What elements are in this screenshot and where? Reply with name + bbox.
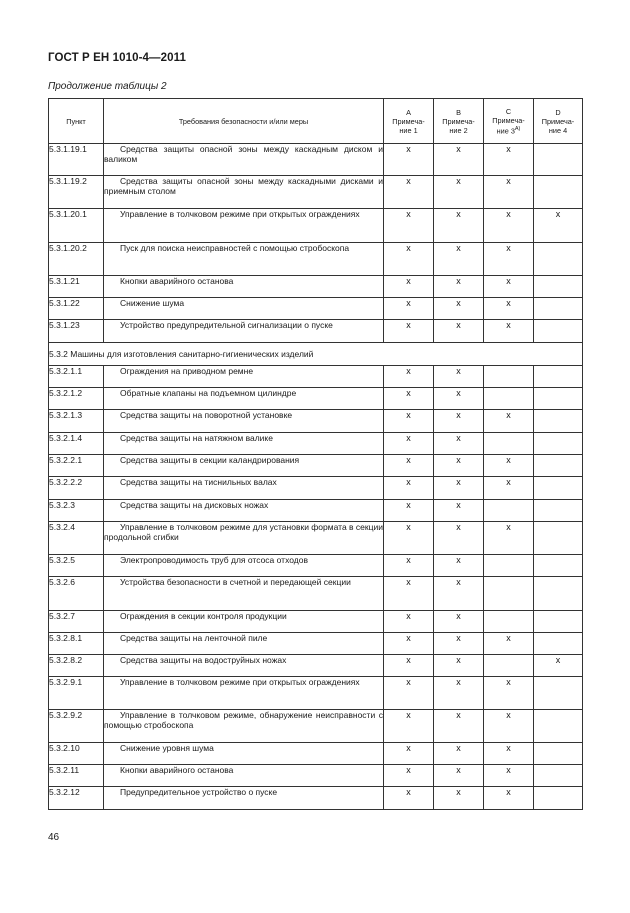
requirement-text: Управление в толчковом режиме для установки формата в секции продольной сгибки	[104, 522, 383, 542]
requirement-text: Средства защиты опасной зоны между каскадным диском и валиком	[104, 144, 383, 164]
clause-number: 5.3.2.2.2	[49, 477, 104, 500]
clause-number: 5.3.2.1.3	[49, 410, 104, 433]
mark-col-a: x	[384, 320, 434, 343]
clause-number: 5.3.2.12	[49, 787, 104, 810]
section-body	[49, 343, 583, 366]
col-d-note-l2: ние 4	[548, 125, 568, 135]
mark-col-a: x	[384, 765, 434, 787]
mark-col-d	[534, 243, 583, 276]
requirement-text: Средства защиты на дисковых ножах	[120, 500, 269, 510]
clause-number: 5.3.2.2.1	[49, 455, 104, 477]
clause-number: 5.3.2.11	[49, 765, 104, 787]
mark-col-d	[534, 320, 583, 343]
mark-col-b: x	[434, 555, 484, 577]
col-b-letter: B	[456, 107, 461, 117]
requirement-cell	[104, 298, 384, 320]
mark-col-d	[534, 176, 583, 209]
requirement-text: Предупредительное устройство о пуске	[120, 787, 278, 797]
mark-col-d	[534, 366, 583, 388]
mark-col-a: x	[384, 209, 434, 243]
mark-col-d	[534, 276, 583, 298]
mark-col-c: x	[484, 710, 534, 743]
table-row	[49, 410, 583, 433]
requirement-cell	[104, 555, 384, 577]
mark-col-a: x	[384, 577, 434, 611]
table-row	[49, 276, 583, 298]
table-row	[49, 555, 583, 577]
mark-col-b: x	[434, 633, 484, 655]
mark-col-d	[534, 577, 583, 611]
mark-col-a: x	[384, 144, 434, 176]
mark-col-a: x	[384, 176, 434, 209]
mark-col-a: x	[384, 555, 434, 577]
requirement-cell	[104, 477, 384, 500]
mark-col-d: x	[534, 209, 583, 243]
mark-col-d	[534, 455, 583, 477]
document-header: ГОСТ Р ЕН 1010-4—2011	[48, 52, 186, 64]
requirement-cell	[104, 743, 384, 765]
mark-col-a: x	[384, 276, 434, 298]
requirement-cell	[104, 655, 384, 677]
requirement-text: Устройства безопасности в счетной и передающей секции	[120, 577, 351, 587]
mark-col-c: x	[484, 176, 534, 209]
mark-col-b: x	[434, 276, 484, 298]
requirement-text: Электропроводимость труб для отсоса отходов	[120, 555, 308, 565]
requirement-cell	[104, 388, 384, 410]
mark-col-d	[534, 522, 583, 555]
clause-number: 5.3.2.4	[49, 522, 104, 555]
table-row	[49, 633, 583, 655]
requirement-text: Средства защиты на водоструйных ножах	[120, 655, 287, 665]
clause-number: 5.3.2.3	[49, 500, 104, 522]
mark-col-d	[534, 477, 583, 500]
requirement-text: Управление в толчковом режиме при открытых ограждениях	[120, 677, 360, 687]
requirement-text: Устройство предупредительной сигнализации о пуске	[120, 320, 333, 330]
mark-col-b: x	[434, 366, 484, 388]
requirement-text: Управление в толчковом режиме, обнаружение неисправности с помощью стробоскопа	[104, 710, 383, 730]
mark-col-d	[534, 677, 583, 710]
clause-number: 5.3.2.9.1	[49, 677, 104, 710]
mark-col-a: x	[384, 633, 434, 655]
requirement-text: Кнопки аварийного останова	[120, 765, 234, 775]
mark-col-b: x	[434, 388, 484, 410]
mark-col-c: x	[484, 522, 534, 555]
requirement-text: Средства защиты на ленточной пиле	[120, 633, 268, 643]
mark-col-a: x	[384, 710, 434, 743]
clause-number: 5.3.2.5	[49, 555, 104, 577]
clause-number: 5.3.2.6	[49, 577, 104, 611]
mark-col-d	[534, 433, 583, 455]
mark-col-d	[534, 298, 583, 320]
header-punkt: Пункт	[49, 99, 104, 144]
mark-col-c	[484, 500, 534, 522]
mark-col-b: x	[434, 243, 484, 276]
mark-col-a: x	[384, 500, 434, 522]
requirement-cell	[104, 500, 384, 522]
mark-col-d	[534, 388, 583, 410]
mark-col-a: x	[384, 611, 434, 633]
mark-col-d: x	[534, 655, 583, 677]
table-row	[49, 455, 583, 477]
mark-col-d	[534, 743, 583, 765]
col-a-note-l1: Примеча-	[392, 116, 425, 126]
requirement-cell	[104, 209, 384, 243]
mark-col-b: x	[434, 176, 484, 209]
clause-number: 5.3.2.8.2	[49, 655, 104, 677]
table-row	[49, 577, 583, 611]
mark-col-a: x	[384, 243, 434, 276]
mark-col-d	[534, 633, 583, 655]
requirement-text: Ограждения на приводном ремне	[120, 366, 254, 376]
requirement-cell	[104, 176, 384, 209]
requirement-cell	[104, 455, 384, 477]
mark-col-d	[534, 410, 583, 433]
requirement-cell	[104, 410, 384, 433]
requirement-text: Средства защиты в секции каландрирования	[120, 455, 300, 465]
requirement-cell	[104, 577, 384, 611]
requirement-text: Снижение уровня шума	[120, 743, 214, 753]
mark-col-b: x	[434, 743, 484, 765]
table-row	[49, 787, 583, 810]
col-c-footnote: A)	[514, 125, 521, 132]
mark-col-a: x	[384, 743, 434, 765]
mark-col-d	[534, 787, 583, 810]
requirement-text: Пуск для поиска неисправностей с помощью стробоскопа	[120, 243, 350, 253]
header-col-c	[484, 99, 534, 144]
mark-col-c	[484, 366, 534, 388]
clause-number: 5.3.2.1.2	[49, 388, 104, 410]
header-col-a	[384, 99, 434, 144]
requirement-cell	[104, 633, 384, 655]
mark-col-c: x	[484, 677, 534, 710]
table-caption: Продолжение таблицы 2	[48, 81, 167, 92]
mark-col-a: x	[384, 388, 434, 410]
mark-col-c: x	[484, 276, 534, 298]
mark-col-d	[534, 611, 583, 633]
requirement-text: Средства защиты на натяжном валике	[120, 433, 273, 443]
mark-col-b: x	[434, 209, 484, 243]
table-body-part2	[49, 366, 583, 810]
mark-col-d	[534, 555, 583, 577]
table-row	[49, 522, 583, 555]
section-title: 5.3.2 Машины для изготовления санитарно-гигиенических изделий	[49, 343, 583, 366]
requirement-text: Обратные клапаны на подъемном цилиндре	[120, 388, 297, 398]
table-row	[49, 144, 583, 176]
table-row	[49, 433, 583, 455]
mark-col-a: x	[384, 655, 434, 677]
clause-number: 5.3.2.1.1	[49, 366, 104, 388]
table-row	[49, 765, 583, 787]
mark-col-a: x	[384, 410, 434, 433]
clause-number: 5.3.1.21	[49, 276, 104, 298]
requirement-cell	[104, 611, 384, 633]
table-row	[49, 176, 583, 209]
requirement-cell	[104, 765, 384, 787]
clause-number: 5.3.1.19.1	[49, 144, 104, 176]
mark-col-c	[484, 433, 534, 455]
clause-number: 5.3.1.20.1	[49, 209, 104, 243]
table-row	[49, 611, 583, 633]
mark-col-b: x	[434, 710, 484, 743]
col-b-note-l1: Примеча-	[442, 116, 475, 126]
mark-col-c	[484, 555, 534, 577]
clause-number: 5.3.2.10	[49, 743, 104, 765]
table-row	[49, 655, 583, 677]
table-row	[49, 500, 583, 522]
clause-number: 5.3.2.8.1	[49, 633, 104, 655]
mark-col-b: x	[434, 655, 484, 677]
mark-col-d	[534, 765, 583, 787]
mark-col-c: x	[484, 477, 534, 500]
mark-col-c	[484, 577, 534, 611]
table-row	[49, 710, 583, 743]
table-row	[49, 298, 583, 320]
mark-col-a: x	[384, 366, 434, 388]
requirement-text: Снижение шума	[120, 298, 185, 308]
mark-col-b: x	[434, 522, 484, 555]
mark-col-c: x	[484, 410, 534, 433]
requirement-text: Управление в толчковом режиме при открытых ограждениях	[120, 209, 360, 219]
requirement-text: Средства защиты на тиснильных валах	[120, 477, 277, 487]
requirement-cell	[104, 243, 384, 276]
table-row	[49, 243, 583, 276]
table-body-part1	[49, 144, 583, 343]
mark-col-a: x	[384, 298, 434, 320]
clause-number: 5.3.2.7	[49, 611, 104, 633]
mark-col-b: x	[434, 320, 484, 343]
header-requirements: Требования безопасности и/или меры	[104, 99, 384, 144]
requirement-cell	[104, 276, 384, 298]
mark-col-a: x	[384, 477, 434, 500]
mark-col-d	[534, 144, 583, 176]
requirement-text: Средства защиты опасной зоны между каскадными дисками и приемным столом	[104, 176, 383, 196]
page-number: 46	[48, 832, 60, 843]
col-c-note-l1: Примеча-	[492, 115, 525, 125]
mark-col-a: x	[384, 677, 434, 710]
col-a-letter: A	[406, 107, 411, 117]
mark-col-b: x	[434, 677, 484, 710]
mark-col-c	[484, 655, 534, 677]
mark-col-b: x	[434, 477, 484, 500]
clause-number: 5.3.1.20.2	[49, 243, 104, 276]
requirement-text: Кнопки аварийного останова	[120, 276, 234, 286]
mark-col-a: x	[384, 522, 434, 555]
mark-col-a: x	[384, 455, 434, 477]
section-row	[49, 343, 583, 366]
requirement-text: Ограждения в секции контроля продукции	[120, 611, 287, 621]
table-row	[49, 388, 583, 410]
mark-col-b: x	[434, 455, 484, 477]
table-row	[49, 477, 583, 500]
mark-col-c: x	[484, 144, 534, 176]
mark-col-b: x	[434, 611, 484, 633]
table-row	[49, 743, 583, 765]
col-c-note-l2: ние 3	[496, 126, 515, 136]
table-row	[49, 677, 583, 710]
table-row	[49, 366, 583, 388]
requirement-cell	[104, 710, 384, 743]
mark-col-b: x	[434, 144, 484, 176]
col-b-note-l2: ние 2	[449, 125, 468, 135]
mark-col-b: x	[434, 787, 484, 810]
mark-col-c: x	[484, 320, 534, 343]
mark-col-d	[534, 500, 583, 522]
mark-col-b: x	[434, 298, 484, 320]
mark-col-b: x	[434, 433, 484, 455]
mark-col-c: x	[484, 765, 534, 787]
requirement-cell	[104, 366, 384, 388]
clause-number: 5.3.1.22	[49, 298, 104, 320]
requirement-cell	[104, 320, 384, 343]
clause-number: 5.3.1.23	[49, 320, 104, 343]
requirement-text: Средства защиты на поворотной установке	[120, 410, 293, 420]
mark-col-b: x	[434, 500, 484, 522]
mark-col-c: x	[484, 787, 534, 810]
mark-col-b: x	[434, 765, 484, 787]
mark-col-c	[484, 611, 534, 633]
mark-col-b: x	[434, 577, 484, 611]
mark-col-b: x	[434, 410, 484, 433]
mark-col-c: x	[484, 243, 534, 276]
requirements-table	[48, 98, 583, 810]
col-d-note-l1: Примеча-	[541, 116, 575, 126]
clause-number: 5.3.2.1.4	[49, 433, 104, 455]
mark-col-a: x	[384, 433, 434, 455]
mark-col-a: x	[384, 787, 434, 810]
col-a-note-l2: ние 1	[399, 125, 418, 135]
mark-col-c: x	[484, 743, 534, 765]
mark-col-c: x	[484, 455, 534, 477]
requirement-cell	[104, 433, 384, 455]
table-row	[49, 209, 583, 243]
requirement-cell	[104, 522, 384, 555]
requirement-cell	[104, 787, 384, 810]
mark-col-c: x	[484, 209, 534, 243]
col-c-letter: C	[505, 106, 512, 116]
clause-number: 5.3.2.9.2	[49, 710, 104, 743]
header-col-d	[534, 99, 583, 144]
mark-col-d	[534, 710, 583, 743]
mark-col-c: x	[484, 633, 534, 655]
clause-number: 5.3.1.19.2	[49, 176, 104, 209]
mark-col-c: x	[484, 298, 534, 320]
table-header-row	[49, 99, 583, 144]
col-d-letter: D	[555, 107, 561, 117]
mark-col-c	[484, 388, 534, 410]
requirement-cell	[104, 144, 384, 176]
requirement-cell	[104, 677, 384, 710]
header-col-b	[434, 99, 484, 144]
table-row	[49, 320, 583, 343]
